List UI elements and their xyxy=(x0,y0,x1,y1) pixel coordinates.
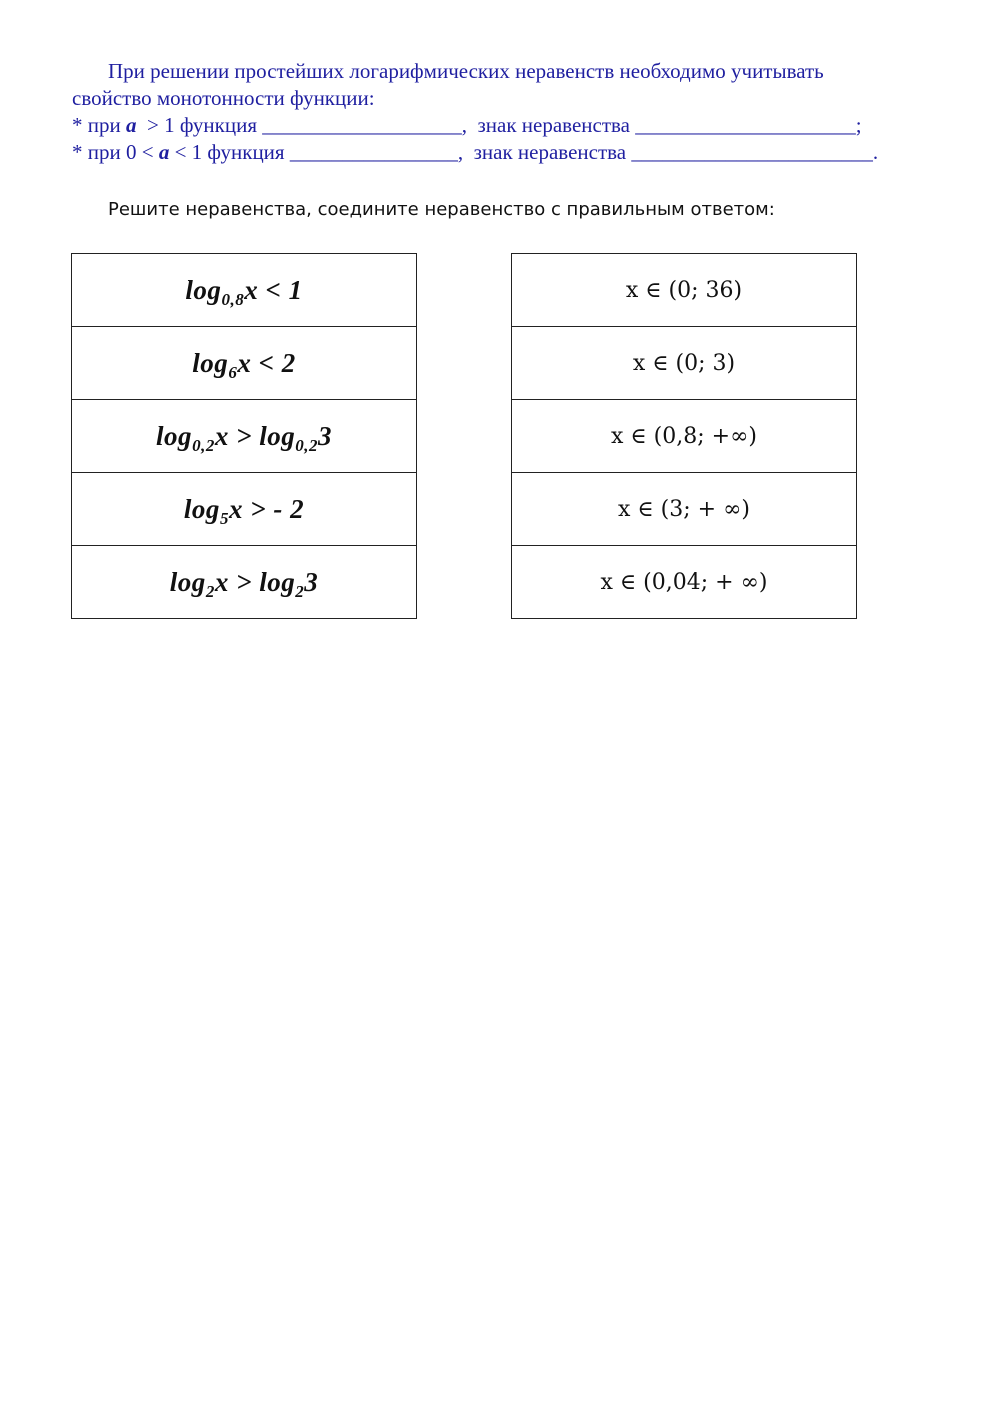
rule2-cond: < 1 функция xyxy=(169,140,290,164)
rule2-function-blank[interactable]: ________________ xyxy=(289,140,458,164)
inequality-cell[interactable]: $\log_5x$ > - 2 xyxy=(72,473,417,546)
answer-cell[interactable]: x ∈ (0; 3) xyxy=(512,327,857,400)
intro-line-2: свойство монотонности функции: xyxy=(72,86,375,110)
rule1-prefix: * при xyxy=(72,113,126,137)
rule2-var: a xyxy=(158,140,170,164)
answer-cell[interactable]: x ∈ (0,04; + ∞) xyxy=(512,546,857,619)
inequalities-table xyxy=(71,253,417,619)
inequality-cell[interactable]: $\log_2x > \log_23$ xyxy=(72,546,417,619)
rule-a-between-0-1 xyxy=(72,139,972,166)
inequality-cell[interactable]: $\log_{0,8}x < 1$ xyxy=(72,254,417,327)
rule1-end: ; xyxy=(855,113,862,137)
inequality-cell[interactable]: $\log_6x < 2$ xyxy=(72,327,417,400)
rule2-mid: , знак неравенства xyxy=(457,140,632,164)
rule1-cond: > 1 функция xyxy=(136,113,263,137)
rule-a-greater-1 xyxy=(72,112,972,139)
inequality-cell[interactable]: $\log_{0,2}x > \log_{0,2}3$ xyxy=(72,400,417,473)
rule2-prefix: * при 0 < xyxy=(72,140,159,164)
answer-cell[interactable]: x ∈ (0,8; +∞) xyxy=(512,400,857,473)
rule1-sign-blank[interactable]: _____________________ xyxy=(635,113,856,137)
rule1-function-blank[interactable]: ___________________ xyxy=(262,113,462,137)
rule2-sign-blank[interactable]: _______________________ xyxy=(631,140,873,164)
answer-cell[interactable]: x ∈ (3; + ∞) xyxy=(512,473,857,546)
rule1-mid: , знак неравенства xyxy=(461,113,636,137)
rule1-var: a xyxy=(125,113,137,137)
rule2-end: . xyxy=(872,140,879,164)
answer-cell[interactable]: x ∈ (0; 36) xyxy=(512,254,857,327)
answers-table xyxy=(511,253,857,619)
task-instruction: Решите неравенства, соедините неравенство с правильным ответом: xyxy=(108,199,775,220)
intro-text xyxy=(72,58,972,166)
intro-line-1: При решении простейших логарифмических неравенств необходимо учитывать xyxy=(108,59,824,83)
